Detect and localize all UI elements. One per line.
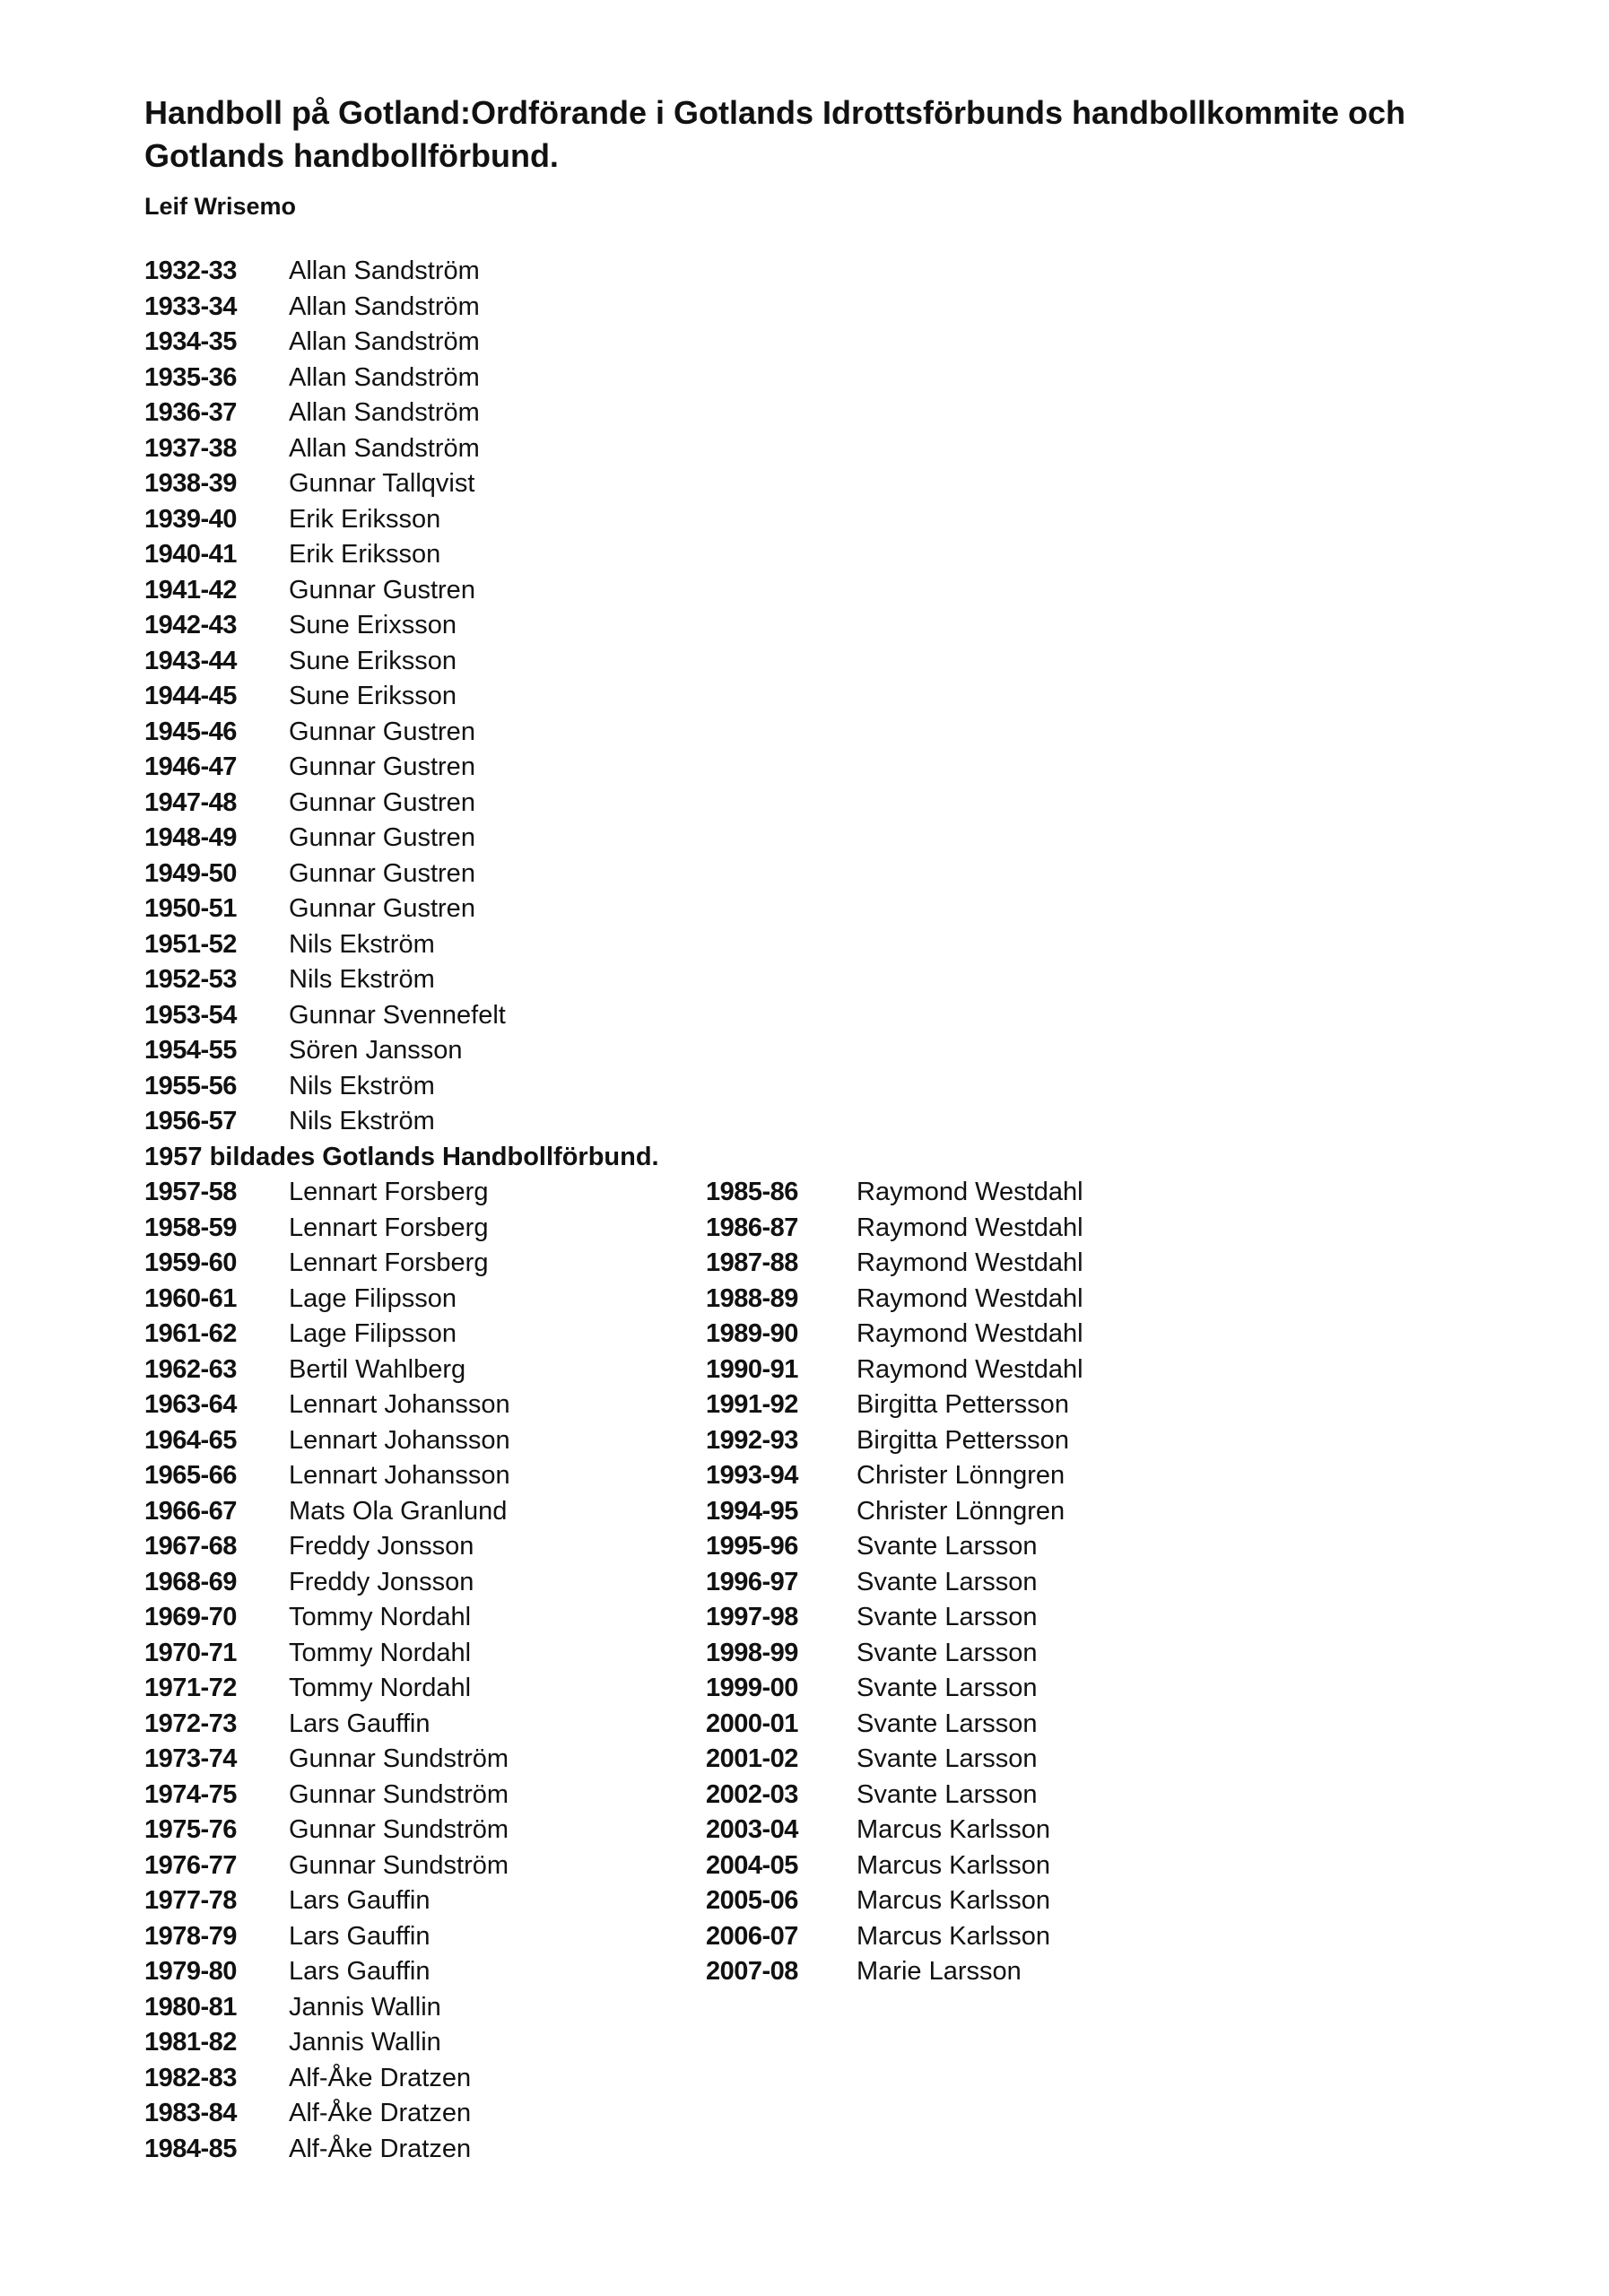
season-label: 1945-46 [144, 717, 237, 746]
chairman-name: Birgitta Pettersson [857, 1425, 1069, 1455]
season-label: 1956-57 [144, 1107, 237, 1135]
chairman-name: Marcus Karlsson [857, 1815, 1050, 1844]
season-label: 1946-47 [144, 752, 237, 781]
chairman-name: Lars Gauffin [289, 1921, 431, 1951]
season-label: 1987-88 [706, 1248, 798, 1277]
season-label: 2004-05 [706, 1850, 798, 1880]
season-label: 1965-66 [144, 1461, 237, 1490]
chairman-name: Erik Eriksson [289, 540, 441, 569]
season-label: 1967-68 [144, 1532, 237, 1561]
season-label: 1993-94 [706, 1461, 798, 1490]
chairman-name: Allan Sandström [289, 291, 480, 321]
chairman-name: Nils Ekström [289, 1107, 435, 1135]
chairman-name: Gunnar Gustren [289, 575, 475, 604]
chairman-name: Svante Larsson [857, 1532, 1038, 1561]
chairman-name: Nils Ekström [289, 965, 435, 994]
season-label: 2001-02 [706, 1744, 798, 1773]
season-label: 1995-96 [706, 1532, 798, 1561]
chairman-name: Tommy Nordahl [289, 1638, 472, 1667]
season-label: 1981-82 [144, 2028, 237, 2057]
season-label: 2002-03 [706, 1779, 798, 1809]
chairman-name: Gunnar Gustren [289, 823, 475, 852]
season-label: 2006-07 [706, 1921, 798, 1951]
season-label: 1968-69 [144, 1567, 237, 1596]
season-label: 1947-48 [144, 787, 237, 817]
chairman-name: Raymond Westdahl [857, 1319, 1083, 1348]
chairman-name: Freddy Jonsson [289, 1567, 474, 1596]
season-label: 1991-92 [706, 1390, 798, 1419]
chairman-name: Sune Eriksson [289, 646, 457, 675]
document-title [144, 91, 1544, 178]
chairman-name: Alf-Åke Dratzen [289, 2063, 472, 2092]
chairman-name: Christer Lönngren [857, 1496, 1065, 1526]
season-label: 2007-08 [706, 1957, 798, 1986]
chairman-name: Raymond Westdahl [857, 1283, 1083, 1313]
season-label: 1984-85 [144, 2134, 237, 2163]
season-label: 1998-99 [706, 1638, 798, 1667]
season-label: 1990-91 [706, 1354, 798, 1384]
season-label: 1971-72 [144, 1674, 237, 1702]
chairman-name: Sune Erixsson [289, 611, 457, 639]
chairman-name: Sune Eriksson [289, 682, 457, 710]
chairman-name: Lars Gauffin [289, 1886, 431, 1915]
season-label: 1972-73 [144, 1709, 237, 1738]
season-label: 1954-55 [144, 1036, 237, 1065]
season-label: 1974-75 [144, 1779, 237, 1809]
chairman-name: Marcus Karlsson [857, 1921, 1050, 1951]
chairman-name: Gunnar Gustren [289, 717, 475, 746]
season-label: 1937-38 [144, 433, 237, 463]
title-line-2: Gotlands handbollförbund. [144, 137, 559, 174]
season-label: 1970-71 [144, 1638, 237, 1667]
chairman-name: Svante Larsson [857, 1638, 1038, 1667]
chairman-name: Allan Sandström [289, 362, 480, 392]
chairman-name: Lennart Johansson [289, 1425, 510, 1455]
season-label: 1966-67 [144, 1496, 237, 1526]
chairman-name: Allan Sandström [289, 327, 480, 356]
season-label: 1958-59 [144, 1213, 237, 1242]
chairman-name: Svante Larsson [857, 1567, 1038, 1596]
chairman-name: Marcus Karlsson [857, 1886, 1050, 1915]
season-label: 1982-83 [144, 2063, 237, 2092]
season-label: 1955-56 [144, 1071, 237, 1100]
chairman-name: Gunnar Svennefelt [289, 1000, 506, 1030]
chairman-name: Allan Sandström [289, 257, 480, 285]
season-label: 1961-62 [144, 1319, 237, 1348]
season-label: 1963-64 [144, 1390, 237, 1419]
season-label: 1942-43 [144, 611, 237, 639]
season-label: 1950-51 [144, 894, 237, 923]
chairman-name: Svante Larsson [857, 1674, 1038, 1702]
season-label: 1935-36 [144, 362, 237, 392]
season-label: 1975-76 [144, 1815, 237, 1844]
season-label: 1996-97 [706, 1567, 798, 1596]
season-label: 1940-41 [144, 540, 237, 569]
chairman-name: Gunnar Sundström [289, 1744, 509, 1773]
season-label: 1969-70 [144, 1603, 237, 1631]
chairman-name: Lennart Johansson [289, 1461, 510, 1490]
season-label: 1985-86 [706, 1178, 798, 1206]
season-label: 2003-04 [706, 1815, 798, 1844]
season-label: 1986-87 [706, 1213, 798, 1242]
chairman-name: Lennart Johansson [289, 1390, 510, 1419]
season-label: 1951-52 [144, 929, 237, 959]
chairman-name: Gunnar Sundström [289, 1815, 509, 1844]
chairman-name: Allan Sandström [289, 398, 480, 427]
chairman-name: Jannis Wallin [289, 2028, 441, 2057]
chairman-name: Christer Lönngren [857, 1461, 1065, 1490]
season-label: 1994-95 [706, 1496, 798, 1526]
season-label: 1983-84 [144, 2099, 237, 2127]
season-label: 1941-42 [144, 575, 237, 604]
season-label: 1936-37 [144, 398, 237, 427]
season-label: 1978-79 [144, 1921, 237, 1951]
season-label: 1989-90 [706, 1319, 798, 1348]
season-label: 1999-00 [706, 1674, 798, 1702]
season-label: 1959-60 [144, 1248, 237, 1277]
season-label: 1944-45 [144, 682, 237, 710]
season-label: 1934-35 [144, 327, 237, 356]
chairman-name: Svante Larsson [857, 1744, 1038, 1773]
chairman-name: Bertil Wahlberg [289, 1354, 466, 1384]
season-label: 1939-40 [144, 504, 237, 534]
chairman-name: Tommy Nordahl [289, 1674, 472, 1702]
chairman-name: Svante Larsson [857, 1779, 1038, 1809]
chairman-name: Raymond Westdahl [857, 1178, 1083, 1206]
chairman-name: Lars Gauffin [289, 1709, 431, 1738]
season-label: 1957-58 [144, 1178, 237, 1206]
season-label: 1962-63 [144, 1354, 237, 1384]
chairman-name: Nils Ekström [289, 1071, 435, 1100]
chairman-name: Svante Larsson [857, 1603, 1038, 1631]
chairman-name: Gunnar Gustren [289, 752, 475, 781]
chairman-name: Mats Ola Granlund [289, 1496, 508, 1526]
chairman-name: Gunnar Tallqvist [289, 469, 475, 498]
chairman-name: Freddy Jonsson [289, 1532, 474, 1561]
season-label: 1997-98 [706, 1603, 798, 1631]
chairman-name: Gunnar Gustren [289, 894, 475, 923]
season-label: 1948-49 [144, 823, 237, 852]
season-label: 1938-39 [144, 469, 237, 498]
season-label: 2000-01 [706, 1709, 798, 1738]
season-label: 1976-77 [144, 1850, 237, 1880]
chairman-name: Gunnar Gustren [289, 858, 475, 888]
chairman-name: Alf-Åke Dratzen [289, 2099, 472, 2127]
season-label: 1973-74 [144, 1744, 237, 1773]
chairman-name: Lennart Forsberg [289, 1248, 489, 1277]
season-label: 1988-89 [706, 1283, 798, 1313]
season-label: 2005-06 [706, 1886, 798, 1915]
season-label: 1979-80 [144, 1957, 237, 1986]
season-label: 1932-33 [144, 257, 237, 285]
season-label: 1992-93 [706, 1425, 798, 1455]
chairman-name: Svante Larsson [857, 1709, 1038, 1738]
chairman-name: Raymond Westdahl [857, 1354, 1083, 1384]
chairman-name: Nils Ekström [289, 929, 435, 959]
author-name: Leif Wrisemo [144, 193, 297, 220]
season-label: 1952-53 [144, 965, 237, 994]
chairman-name: Allan Sandström [289, 433, 480, 463]
chairman-name: Birgitta Pettersson [857, 1390, 1069, 1419]
chairman-name: Raymond Westdahl [857, 1213, 1083, 1242]
chairman-name: Gunnar Sundström [289, 1850, 509, 1880]
chairman-name: Marcus Karlsson [857, 1850, 1050, 1880]
season-label: 1953-54 [144, 1000, 237, 1030]
chairman-name: Lennart Forsberg [289, 1178, 489, 1206]
chairman-name: Lage Filipsson [289, 1319, 457, 1348]
season-label: 1943-44 [144, 646, 237, 675]
chairman-name: Sören Jansson [289, 1036, 463, 1065]
chairman-name: Jannis Wallin [289, 1992, 441, 2022]
federation-founded-note: 1957 bildades Gotlands Handbollförbund. [144, 1142, 659, 1171]
season-label: 1977-78 [144, 1886, 237, 1915]
title-line-1: Handboll på Gotland:Ordförande i Gotlands Idrottsförbunds handbollkommite och [144, 94, 1405, 131]
chairman-name: Gunnar Gustren [289, 787, 475, 817]
chairman-name: Marie Larsson [857, 1957, 1022, 1986]
chairman-name: Alf-Åke Dratzen [289, 2134, 472, 2163]
chairman-name: Tommy Nordahl [289, 1603, 472, 1631]
season-label: 1933-34 [144, 291, 237, 321]
chairman-name: Gunnar Sundström [289, 1779, 509, 1809]
chairman-name: Raymond Westdahl [857, 1248, 1083, 1277]
season-label: 1960-61 [144, 1283, 237, 1313]
season-label: 1980-81 [144, 1992, 237, 2022]
chairman-name: Lars Gauffin [289, 1957, 431, 1986]
chairman-name: Erik Eriksson [289, 504, 441, 534]
season-label: 1949-50 [144, 858, 237, 888]
season-label: 1964-65 [144, 1425, 237, 1455]
chairman-name: Lennart Forsberg [289, 1213, 489, 1242]
chairman-name: Lage Filipsson [289, 1283, 457, 1313]
